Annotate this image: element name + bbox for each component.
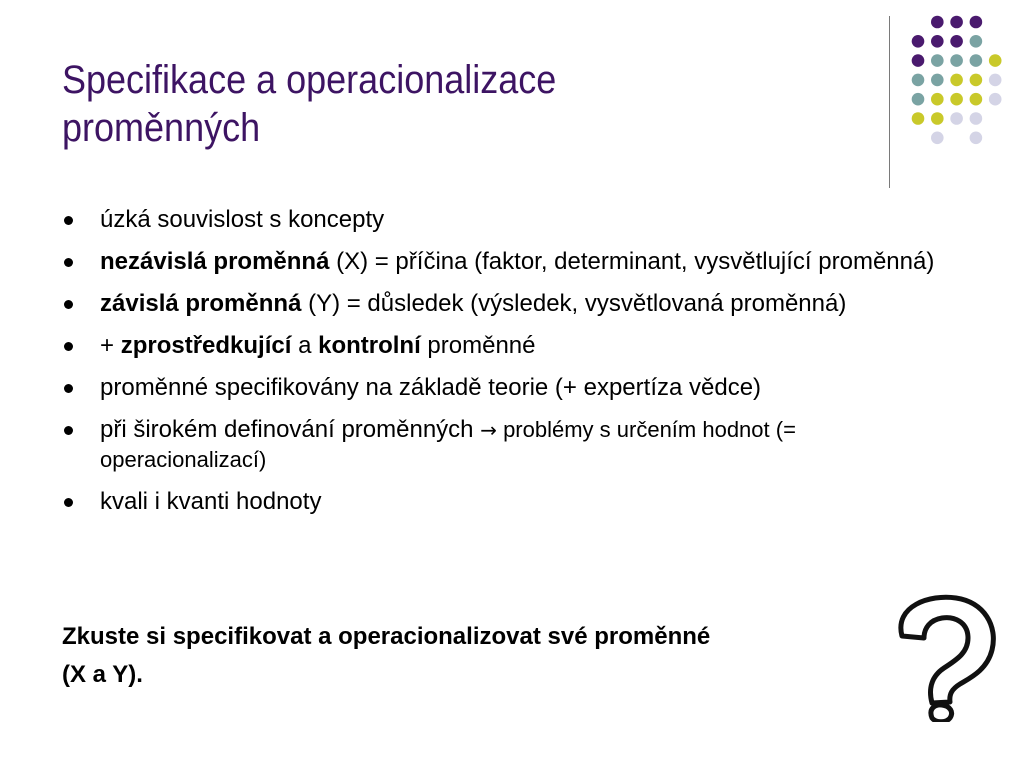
bullet-dot [64, 426, 73, 435]
closing-task-line-2: (X a Y). [62, 661, 143, 688]
decorative-dot [931, 112, 944, 125]
bullet-text-small: problémy s určením hodnot (= operacionalizací) [100, 417, 796, 472]
closing-task [62, 618, 882, 694]
decorative-dot [912, 74, 925, 87]
slide-title-line-2: proměnných [62, 106, 261, 150]
decorative-dot [970, 35, 983, 48]
bullet-list [62, 205, 962, 529]
bullet-text: při širokém definování proměnných [100, 416, 481, 443]
title-divider-line [889, 16, 890, 188]
bullet-item-operationalization [62, 415, 962, 474]
decorative-dot [989, 54, 1002, 67]
bullet-text: úzká souvislost s koncepty [100, 206, 385, 233]
decorative-dot [950, 93, 963, 106]
bullet-item-independent-variable [62, 247, 962, 276]
bullet-item-values [62, 487, 962, 516]
bullet-item-theory [62, 373, 962, 402]
decorative-dot [970, 54, 983, 67]
bullet-term: kontrolní [318, 332, 421, 359]
decorative-dot [970, 16, 983, 29]
closing-task-line-1: Zkuste si specifikovat a operacionalizovat své proměnné [62, 623, 711, 650]
bullet-dot [64, 216, 73, 225]
decorative-dot [931, 35, 944, 48]
bullet-dot [64, 384, 73, 393]
decorative-dot [950, 54, 963, 67]
bullet-item-concepts [62, 205, 962, 234]
decorative-dot [989, 74, 1002, 87]
bullet-text: (X) = příčina (faktor, determinant, vysvětlující proměnná) [329, 248, 935, 275]
bullet-text: a [291, 332, 319, 359]
arrow-right-icon: → [480, 418, 497, 442]
bullet-term: zprostředkující [120, 332, 292, 359]
decorative-dot [912, 35, 925, 48]
decorative-dot [912, 54, 925, 67]
bullet-dot [64, 498, 73, 507]
bullet-dot [64, 300, 73, 309]
bullet-text: proměnné specifikovány na základě teorie (+ expertíza vědce) [100, 374, 762, 401]
decorative-dot [931, 132, 944, 145]
decorative-dot [931, 16, 944, 29]
decorative-dot [950, 74, 963, 87]
decorative-dot [931, 93, 944, 106]
bullet-prefix: + [100, 332, 121, 359]
slide-title [62, 56, 764, 152]
decorative-dot [989, 93, 1002, 106]
decorative-dot [912, 112, 925, 125]
bullet-dot [64, 258, 73, 267]
slide-title-line-1: Specifikace a operacionalizace [62, 58, 557, 102]
decorative-dot [970, 74, 983, 87]
decorative-dot [912, 93, 925, 106]
bullet-text: proměnné [420, 332, 536, 359]
bullet-item-mediating-control [62, 331, 962, 360]
decorative-dot [950, 112, 963, 125]
decorative-dot [970, 132, 983, 145]
decorative-dot [950, 16, 963, 29]
bullet-term: nezávislá proměnná [100, 248, 330, 275]
decorative-dot [931, 54, 944, 67]
decorative-dot [970, 112, 983, 125]
bullet-dot [64, 342, 73, 351]
decorative-dot [931, 74, 944, 87]
bullet-text: kvali i kvanti hodnoty [100, 488, 322, 515]
bullet-term: závislá proměnná [100, 290, 302, 317]
decorative-dot [970, 93, 983, 106]
bullet-item-dependent-variable [62, 289, 962, 318]
question-mark-icon [888, 592, 1000, 722]
bullet-text: (Y) = důsledek (výsledek, vysvětlovaná proměnná) [301, 290, 847, 317]
decorative-dot [950, 35, 963, 48]
